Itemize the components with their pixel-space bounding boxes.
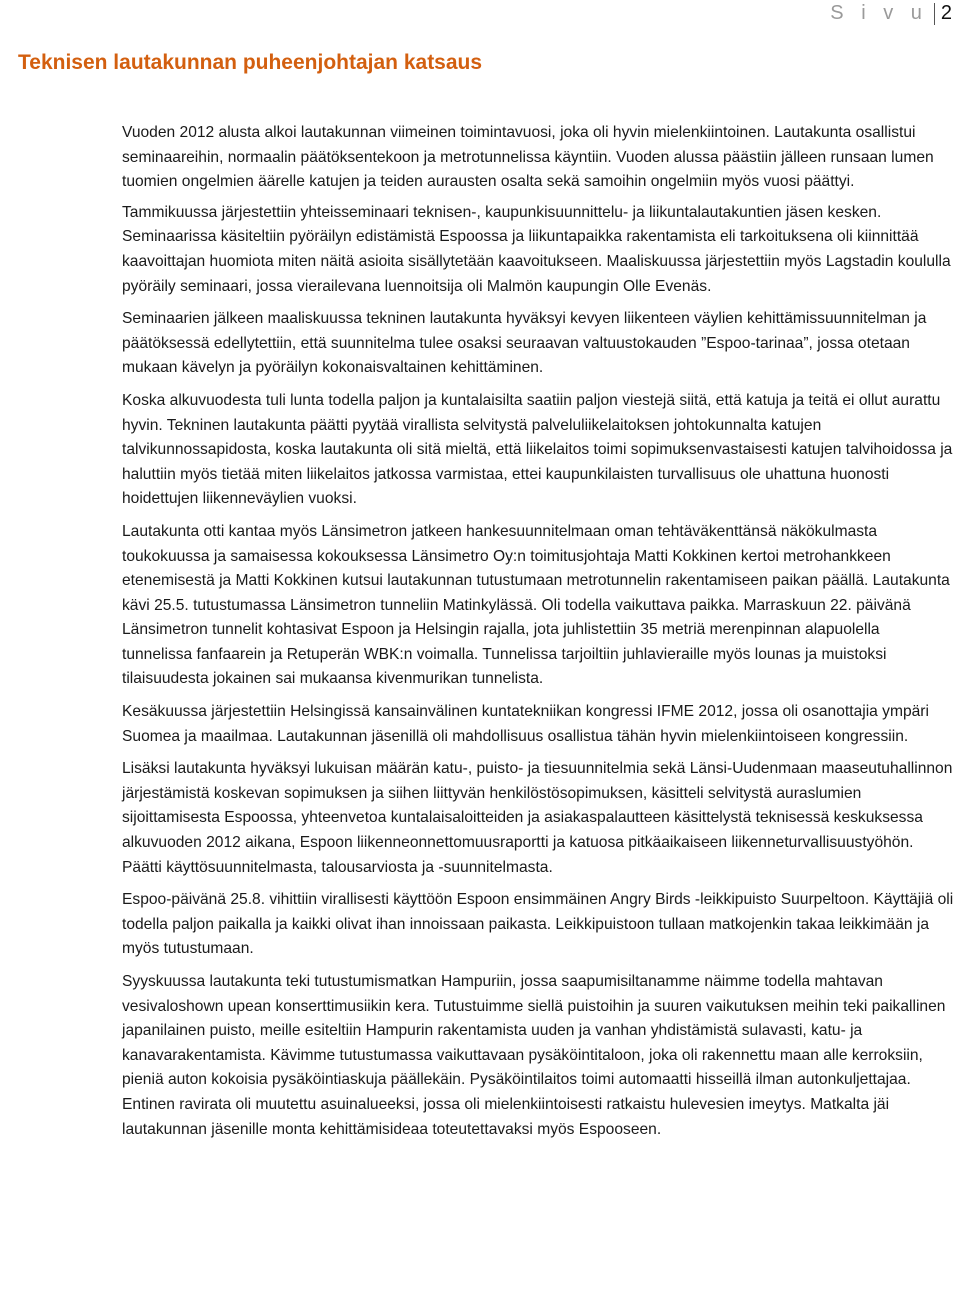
paragraph-angry-birds-park: Espoo-päivänä 25.8. vihittiin virallisesti käyttöön Espoon ensimmäinen Angry Birds -leikkipuisto Suurpeltoon. Käyttäjiä oli todella paljon paikalla ja kaikki olivat ihan innoissaan paikasta. Leikkipuistoon tullaan matkojenkin takaa leikkimään ja myös tutustumaan. bbox=[122, 891, 954, 958]
paragraph-light-traffic-plan: Seminaarien jälkeen maaliskuussa tekninen lautakunta hyväksyi kevyen liikenteen väylien kehittämissuunnitelman ja päätöksessä edellytettiin, että suunnitelma tulee osaksi seuraavan valtuustokauden ”Espoo-tarinaa”, jossa otetaan mukaan kävelyn ja pyöräilyn kokonaisvaltainen kehittäminen. bbox=[122, 310, 927, 377]
paragraph-winter-maintenance: Koska alkuvuodesta tuli lunta todella paljon ja kuntalaisilta saatiin paljon viestejä siitä, että katuja ja teitä ei ollut aurattu hyvin. Tekninen lautakunta päätti pyytää virallista selvitystä palveluliikelaitoksen johtokunnalta katujen talvikunnossapidosta, koska lautakunta oli sitä mieltä, että liikelaitos toimi sopimuksenvastaisesti katujen talvihoidossa ja haluttiin myös tietää miten liikelaitos jatkossa varmistaa, ettei kaupunkilaisten turvallisuus ole uhattuna huonosti hoidettujen liikenneväylien vuoksi. bbox=[122, 391, 953, 508]
paragraph-hamburg-trip: Syyskuussa lautakunta teki tutustumismatkan Hampuriin, jossa saapumisiltanamme näimme todella mahtavan vesivaloshown upean konserttimusiikin kera. Tutustuimme siellä puistoihin ja suuren vaikutuksen meihin teki paikallinen japanilainen puisto, meille esiteltiin Hampurin rakentamista uuden ja vanhan yhdistämistä sulavasti, katu- ja kanavarakentamista. Kävimme tutustumassa vaikuttavaan pysäköintitaloon, joka oli rakennettu maan alle kerroksiin, pieniä auton kokoisia pysäköintiaskuja päällekäin. Pysäköintilaitos toimi automaatti hisseillä ilman autonkuljettajaa. Entinen ravirata oli muutettu asuinalueeksi, jossa oli mielenkiintoisesti ratkaistu hulevesien imeytys. Matkalta jäi lautakunnan jäsenille monta kehittämisideaa toteutettavaksi myös Espooseen. bbox=[122, 973, 946, 1138]
page-number: 2 bbox=[940, 2, 952, 24]
paragraph-lansimetro: Lautakunta otti kantaa myös Länsimetron jatkeen hankesuunnitelmaan oman tehtäväkenttänsä näkökulmasta toukokuussa ja samaisessa kokouksessa Länsimetro Oy:n toimitusjohtaja Matti Kokkinen kertoi metrohankkeen etenemisestä ja Matti Kokkinen kutsui lautakunnan tutustumaan metrotunnelin rakentamiseen paikan päällä. Lautakunta kävi 25.5. tutustumassa Länsimetron tunneliin Matinkylässä. Oli todella vaikuttava paikka. Marraskuun 22. päivänä Länsimetron tunnelit kohtasivat Espoon ja Helsingin rajalla, jota juhlistettiin 35 metriä merenpinnan alapuolella tunnelissa fanfaarein ja Retuperän WBK:n voimalla. Tunnelissa tarjoiltiin juhlavieraille myös lounas ja muistoksi tilaisuudesta jokainen sai mukaansa kivenmurikan tunnelista. bbox=[122, 522, 950, 688]
paragraph-intro: Vuoden 2012 alusta alkoi lautakunnan viimeinen toimintavuosi, joka oli hyvin mielenkiintoinen. Lautakunta osallistui seminaareihin, normaalin päätöksentekoon ja metrotunnelissa käyntiin. Vuoden alussa päästiin jälleen runsaan lumen tuomien ongelmien äärelle katujen ja teiden aurausten osalta sekä samoihin ongelmiin myös vuosi päättyi. bbox=[122, 124, 934, 191]
document-body bbox=[122, 121, 954, 1150]
page-header bbox=[830, 2, 952, 25]
paragraph-ifme-congress: Kesäkuussa järjestettiin Helsingissä kansainvälinen kuntatekniikan kongressi IFME 2012, jossa oli osanottajia ympäri Suomea ja maailmaa. Lautakunnan jäsenillä oli mahdollisuus osallistua tähän hyvin mielenkiintoiseen kongressiin. bbox=[122, 703, 929, 745]
page-header-divider bbox=[934, 3, 935, 25]
document-title: Teknisen lautakunnan puheenjohtajan katsaus bbox=[18, 51, 483, 74]
page-label: S i v u bbox=[830, 2, 928, 24]
paragraph-seminars: Tammikuussa järjestettiin yhteisseminaari teknisen-, kaupunkisuunnittelu- ja liikuntalautakuntien jäsen kesken. Seminaarissa käsiteltiin pyöräilyn edistämistä Espoossa ja liikuntapaikka rakentamista eli tarkoituksena oli kiinnittää kaavoittajan huomiota miten näitä asioita sisällytetään kaavoitukseen. Maaliskuussa järjestettiin myös Lagstadin koululla pyöräily seminaari, jossa vierailevana luennoitsija oli Malmön kaupungin Olle Evenäs. bbox=[122, 203, 951, 295]
paragraph-plans-approved: Lisäksi lautakunta hyväksyi lukuisan määrän katu-, puisto- ja tiesuunnitelmia sekä Länsi-Uudenmaan maaseutuhallinnon järjestämistä koskevan sopimuksen ja siihen liittyvän henkilöstösopimuksen, käsitteli selvitystä auraslumien sijoittamisesta Espoossa, yhteenvetoa kuntalaisaloitteiden ja asiakaspalautteen käsittelystä teknisessä keskuksessa alkuvuoden 2012 aikana, Espoon liikenneonnettomuusraportti ja katuosa pitkäaikaiseen liikenneturvallisuustyöhön. Päätti käyttösuunnitelmasta, talousarviosta ja -suunnitelmasta. bbox=[122, 760, 953, 876]
